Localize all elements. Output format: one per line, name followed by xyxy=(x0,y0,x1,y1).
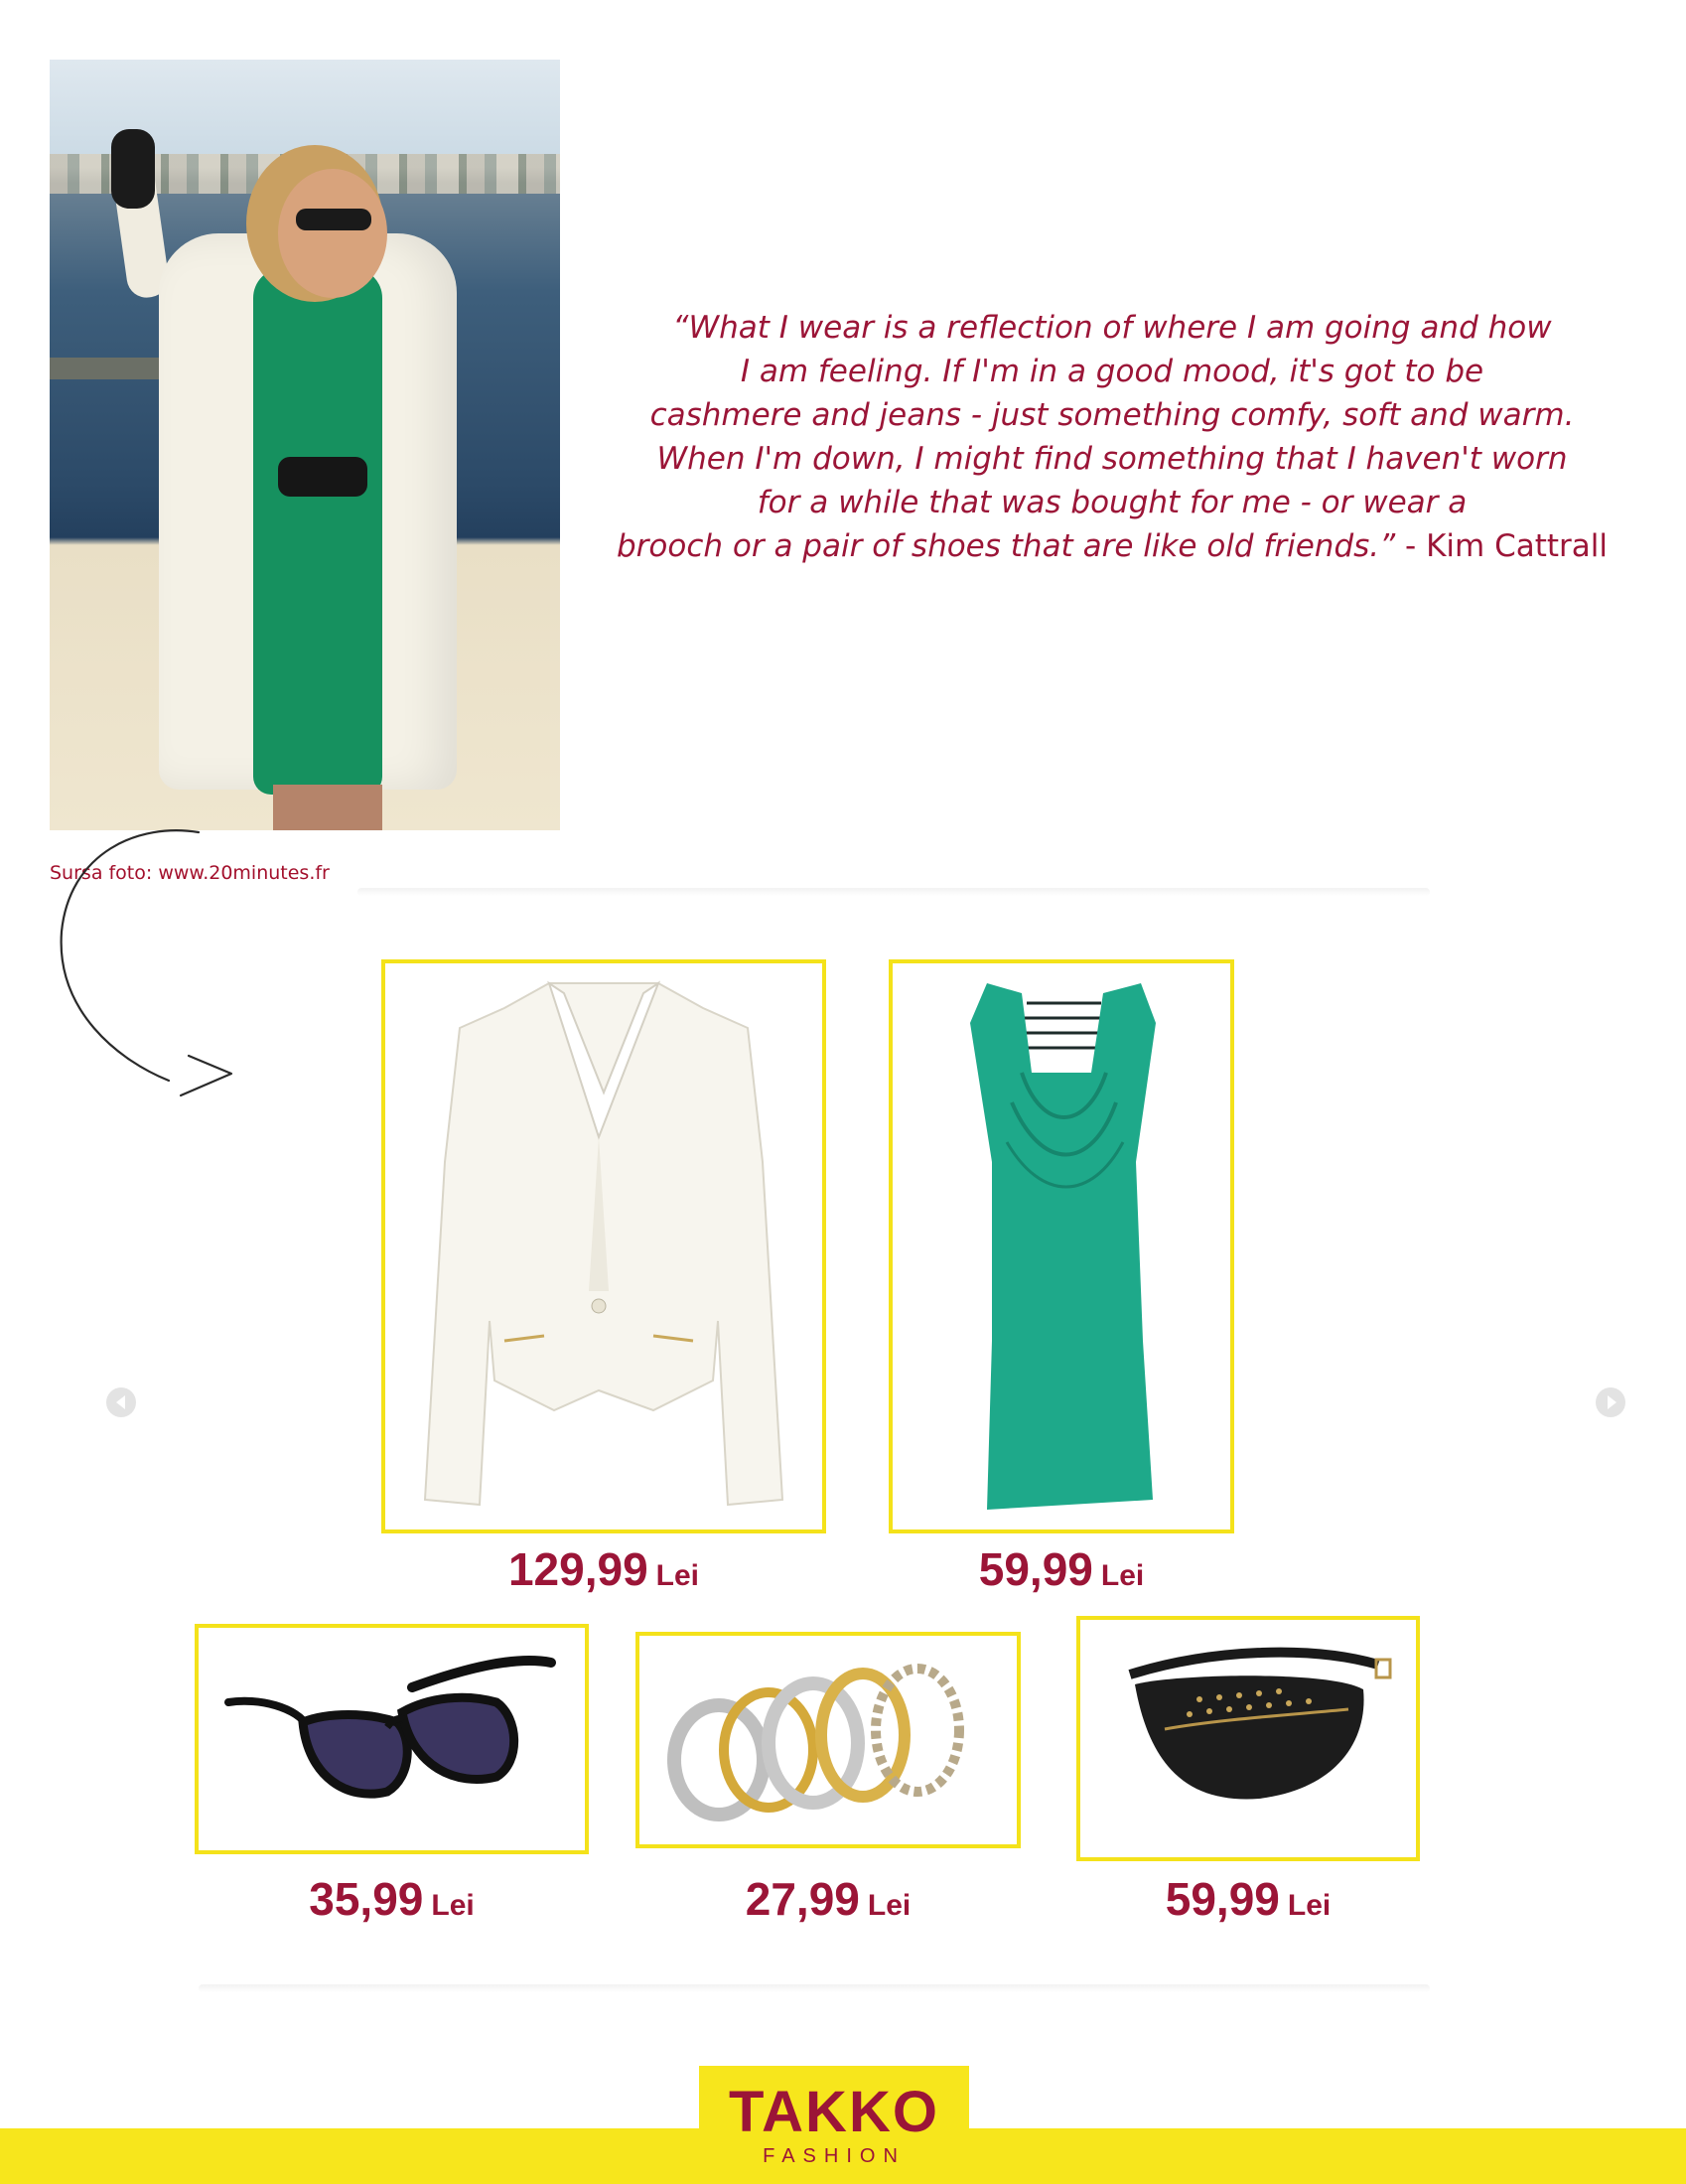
quote-block xyxy=(586,306,1638,568)
product-card-blazer[interactable] xyxy=(381,959,826,1533)
sunglasses-image xyxy=(199,1628,585,1850)
curved-arrow-icon xyxy=(50,822,248,1110)
chevron-right-icon xyxy=(1608,1395,1616,1409)
belt-bag-image xyxy=(1080,1620,1416,1857)
product-card-bracelets[interactable] xyxy=(635,1632,1021,1848)
price-amount: 129,99 xyxy=(507,1543,648,1595)
bracelets-image xyxy=(639,1636,1017,1844)
photo-belt-bag xyxy=(278,457,367,497)
logo-subtitle: FASHION xyxy=(763,2145,906,2167)
price-amount: 27,99 xyxy=(745,1873,860,1925)
quote-line-last xyxy=(586,524,1638,568)
photo-sunglasses xyxy=(296,209,371,230)
photo-green-dress xyxy=(253,268,382,795)
logo-wordmark: TAKKO xyxy=(729,2080,939,2144)
carousel-next-button[interactable] xyxy=(1596,1387,1625,1417)
price-belt-bag xyxy=(1076,1872,1420,1926)
divider xyxy=(199,1984,1430,1992)
price-blazer xyxy=(381,1542,826,1596)
blazer-image xyxy=(385,963,822,1529)
price-amount: 35,99 xyxy=(309,1873,424,1925)
price-amount: 59,99 xyxy=(978,1543,1093,1595)
divider xyxy=(357,888,1430,896)
quote-author: - Kim Cattrall xyxy=(1395,528,1608,564)
price-currency: Lei xyxy=(431,1889,475,1922)
hero-photo xyxy=(50,60,560,830)
quote-line: for a while that was bought for me - or wear a xyxy=(757,485,1468,520)
quote-text: brooch or a pair of shoes that are like old friends.” xyxy=(616,528,1396,564)
quote-line: When I'm down, I might find something that I haven't worn xyxy=(656,441,1568,477)
photo-head xyxy=(278,169,387,298)
takko-logo[interactable] xyxy=(699,2066,969,2184)
photo-legs xyxy=(273,785,382,830)
price-currency: Lei xyxy=(655,1559,700,1592)
quote-line: cashmere and jeans - just something comfy, soft and warm. xyxy=(649,397,1575,433)
quote-line: I am feeling. If I'm in a good mood, it's got to be xyxy=(740,354,1484,389)
chevron-left-icon xyxy=(116,1395,125,1409)
carousel-prev-button[interactable] xyxy=(106,1387,136,1417)
photo-source-caption: Sursa foto: www.20minutes.fr xyxy=(50,862,330,884)
product-card-belt-bag[interactable] xyxy=(1076,1616,1420,1861)
quote-line: “What I wear is a reflection of where I am going and how xyxy=(672,310,1552,346)
price-bracelets xyxy=(635,1872,1021,1926)
photo-glove xyxy=(111,129,155,209)
price-currency: Lei xyxy=(1100,1559,1145,1592)
price-amount: 59,99 xyxy=(1165,1873,1280,1925)
dress-image xyxy=(893,963,1230,1529)
price-sunglasses xyxy=(195,1872,589,1926)
product-card-dress[interactable] xyxy=(889,959,1234,1533)
price-currency: Lei xyxy=(867,1889,912,1922)
price-dress xyxy=(889,1542,1234,1596)
price-currency: Lei xyxy=(1287,1889,1332,1922)
product-card-sunglasses[interactable] xyxy=(195,1624,589,1854)
